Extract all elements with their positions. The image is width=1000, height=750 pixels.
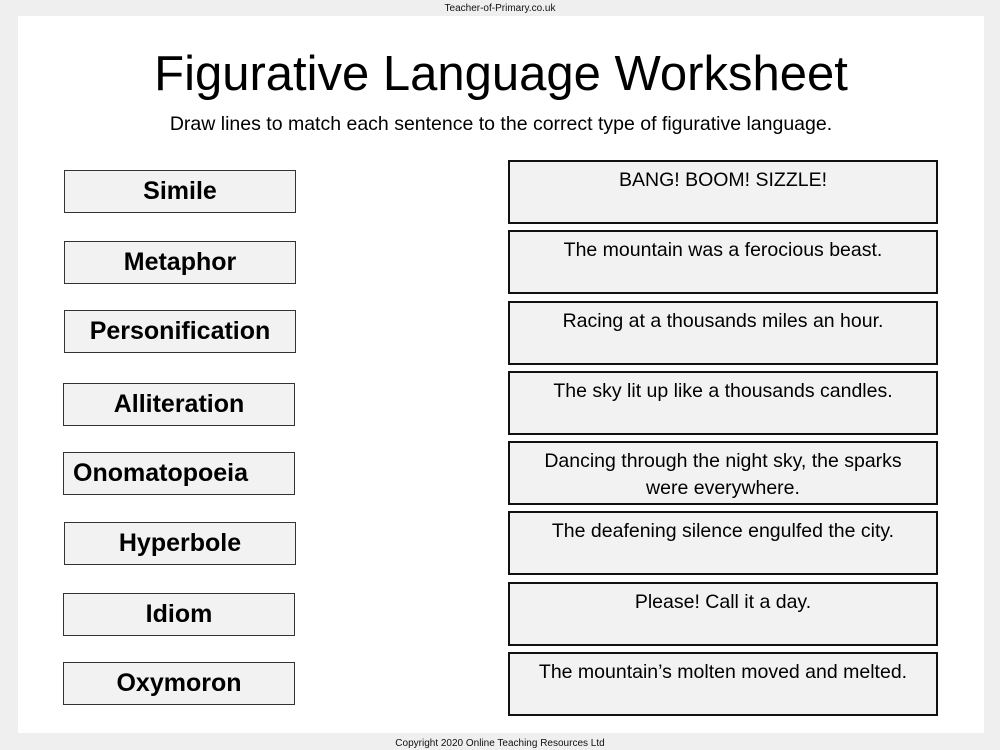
sentence-box-7: Please! Call it a day. — [508, 582, 938, 646]
term-box-oxymoron: Oxymoron — [63, 662, 295, 705]
site-label: Teacher-of-Primary.co.uk — [444, 3, 556, 14]
term-box-onomatopoeia: Onomatopoeia — [63, 452, 295, 495]
copyright-notice: Copyright 2020 Online Teaching Resources Ltd — [395, 738, 605, 749]
sentence-box-3: Racing at a thousands miles an hour. — [508, 301, 938, 365]
sentence-box-8: The mountain’s molten moved and melted. — [508, 652, 938, 716]
sentence-box-4: The sky lit up like a thousands candles. — [508, 371, 938, 435]
instructions: Draw lines to match each sentence to the correct type of figurative language. — [169, 113, 833, 135]
sentence-box-5: Dancing through the night sky, the sparks were everywhere. — [508, 441, 938, 505]
page-title: Figurative Language Worksheet — [154, 47, 848, 101]
worksheet — [18, 16, 984, 733]
sentence-box-2: The mountain was a ferocious beast. — [508, 230, 938, 294]
term-box-metaphor: Metaphor — [64, 241, 296, 284]
sentence-box-6: The deafening silence engulfed the city. — [508, 511, 938, 575]
term-box-simile: Simile — [64, 170, 296, 213]
sentence-box-1: BANG! BOOM! SIZZLE! — [508, 160, 938, 224]
term-box-personification: Personification — [64, 310, 296, 353]
term-box-hyperbole: Hyperbole — [64, 522, 296, 565]
term-box-idiom: Idiom — [63, 593, 295, 636]
term-box-alliteration: Alliteration — [63, 383, 295, 426]
